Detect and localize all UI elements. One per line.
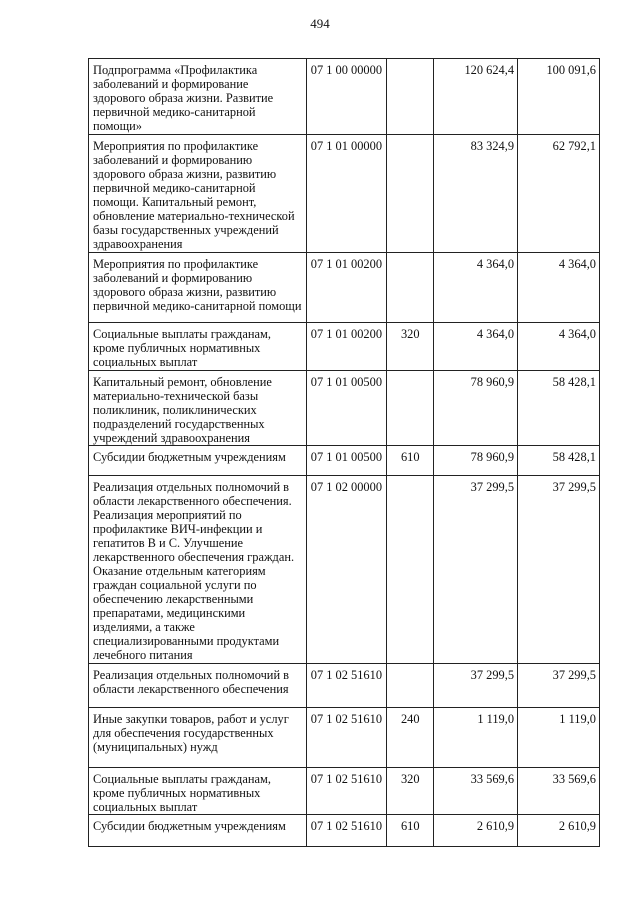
row-code: 07 1 02 51610 bbox=[306, 768, 386, 815]
budget-table-body bbox=[89, 59, 600, 847]
row-amount-2: 33 569,6 bbox=[518, 768, 600, 815]
row-amount-2: 2 610,9 bbox=[518, 815, 600, 847]
row-name: Социальные выплаты гражданам, кроме публичных нормативных социальных выплат bbox=[89, 323, 307, 371]
row-amount-2: 37 299,5 bbox=[518, 476, 600, 664]
table-row bbox=[89, 135, 600, 253]
row-amount-1: 4 364,0 bbox=[433, 323, 517, 371]
row-expense-type bbox=[386, 135, 433, 253]
row-amount-2: 62 792,1 bbox=[518, 135, 600, 253]
row-expense-type: 320 bbox=[386, 323, 433, 371]
row-amount-1: 78 960,9 bbox=[433, 446, 517, 476]
row-amount-2: 1 119,0 bbox=[518, 708, 600, 768]
row-amount-2: 4 364,0 bbox=[518, 253, 600, 323]
table-row bbox=[89, 253, 600, 323]
table-row bbox=[89, 371, 600, 446]
row-amount-1: 37 299,5 bbox=[433, 476, 517, 664]
row-name: Реализация отдельных полномочий в области лекарственного обеспечения. Реализация мероприятий по профилактике ВИЧ-инфекции и гепатитов В и С. Улучшение лекарственного обеспечения граждан. Оказание отдельным категориям граждан социальной услуги по обеспечению лекарственными препаратами, медицинскими изделиями, а также специализированными продуктами лечебного питания bbox=[89, 476, 307, 664]
row-code: 07 1 02 00000 bbox=[306, 476, 386, 664]
row-expense-type bbox=[386, 371, 433, 446]
row-amount-1: 2 610,9 bbox=[433, 815, 517, 847]
row-amount-1: 83 324,9 bbox=[433, 135, 517, 253]
table-row bbox=[89, 664, 600, 708]
table-row bbox=[89, 768, 600, 815]
row-amount-2: 58 428,1 bbox=[518, 446, 600, 476]
row-expense-type bbox=[386, 253, 433, 323]
row-code: 07 1 01 00000 bbox=[306, 135, 386, 253]
table-row bbox=[89, 815, 600, 847]
row-name: Реализация отдельных полномочий в области лекарственного обеспечения bbox=[89, 664, 307, 708]
row-name: Капитальный ремонт, обновление материально-технической базы поликлиник, поликлинических подразделений государственных учреждений здравоохранения bbox=[89, 371, 307, 446]
row-amount-2: 58 428,1 bbox=[518, 371, 600, 446]
row-amount-2: 4 364,0 bbox=[518, 323, 600, 371]
row-expense-type: 240 bbox=[386, 708, 433, 768]
row-expense-type: 610 bbox=[386, 815, 433, 847]
row-expense-type bbox=[386, 59, 433, 135]
row-expense-type bbox=[386, 664, 433, 708]
table-row bbox=[89, 476, 600, 664]
row-amount-1: 4 364,0 bbox=[433, 253, 517, 323]
budget-table bbox=[88, 58, 600, 847]
row-amount-1: 37 299,5 bbox=[433, 664, 517, 708]
row-name: Мероприятия по профилактике заболеваний и формированию здорового образа жизни, развитию первичной медико-санитарной помощи. Капитальный ремонт, обновление материально-технической базы государственных учреждений здравоохранения bbox=[89, 135, 307, 253]
row-name: Субсидии бюджетным учреждениям bbox=[89, 446, 307, 476]
row-name: Мероприятия по профилактике заболеваний и формированию здорового образа жизни, развитию первичной медико-санитарной помощи bbox=[89, 253, 307, 323]
row-name: Иные закупки товаров, работ и услуг для обеспечения государственных (муниципальных) нужд bbox=[89, 708, 307, 768]
row-name: Социальные выплаты гражданам, кроме публичных нормативных социальных выплат bbox=[89, 768, 307, 815]
table-row bbox=[89, 708, 600, 768]
row-amount-1: 1 119,0 bbox=[433, 708, 517, 768]
page-number: 494 bbox=[310, 16, 330, 31]
row-expense-type: 610 bbox=[386, 446, 433, 476]
row-amount-1: 120 624,4 bbox=[433, 59, 517, 135]
row-code: 07 1 02 51610 bbox=[306, 664, 386, 708]
row-amount-1: 33 569,6 bbox=[433, 768, 517, 815]
row-amount-2: 37 299,5 bbox=[518, 664, 600, 708]
row-code: 07 1 01 00500 bbox=[306, 371, 386, 446]
row-code: 07 1 01 00200 bbox=[306, 323, 386, 371]
row-code: 07 1 02 51610 bbox=[306, 708, 386, 768]
row-name: Субсидии бюджетным учреждениям bbox=[89, 815, 307, 847]
row-code: 07 1 01 00500 bbox=[306, 446, 386, 476]
row-amount-1: 78 960,9 bbox=[433, 371, 517, 446]
row-amount-2: 100 091,6 bbox=[518, 59, 600, 135]
row-code: 07 1 01 00200 bbox=[306, 253, 386, 323]
table-row bbox=[89, 323, 600, 371]
row-code: 07 1 02 51610 bbox=[306, 815, 386, 847]
row-name: Подпрограмма «Профилактика заболеваний и формирование здорового образа жизни. Развитие первичной медико-санитарной помощи» bbox=[89, 59, 307, 135]
row-expense-type: 320 bbox=[386, 768, 433, 815]
table-row bbox=[89, 446, 600, 476]
row-code: 07 1 00 00000 bbox=[306, 59, 386, 135]
row-expense-type bbox=[386, 476, 433, 664]
table-row bbox=[89, 59, 600, 135]
